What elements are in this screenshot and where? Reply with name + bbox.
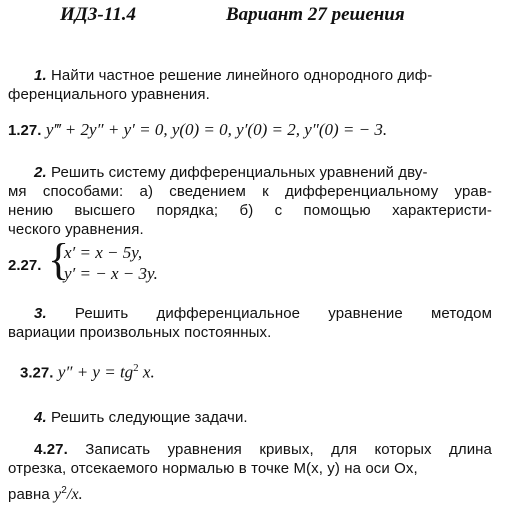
task2-eq1: x′ = x − 5y, (64, 243, 143, 262)
task2-text-line2: мя способами: а) сведением к дифференциальному урав- (8, 183, 492, 200)
task2-heading-line1 (34, 163, 428, 182)
task3-equation-lhs: y″ + y = tg (57, 362, 134, 382)
task2-text-line4: ческого уравнения. (8, 221, 144, 238)
task1-label: 1.27. (8, 122, 42, 139)
task4-line4 (8, 481, 83, 504)
task1-equation: y‴ + 2y″ + y′ = 0, y(0) = 0, y′(0) = 2, y″(0) = − 3. (45, 120, 388, 139)
task1-text-line1: Найти частное решение линейного однородного диф- (51, 67, 433, 84)
system-brace: { (48, 235, 70, 284)
task4-text-line1: Решить следующие задачи. (51, 409, 248, 426)
task2-text-line3: нению высшего порядка; б) с помощью характеристи- (8, 202, 492, 219)
task1-text-line2: ференциального уравнения. (8, 86, 210, 103)
header-code: ИДЗ-11.4 (60, 4, 136, 25)
task3-equation-row (20, 362, 155, 382)
task1-heading-line1 (34, 66, 432, 85)
task3-heading-line1 (34, 304, 492, 323)
task3-equation-rhs: x. (138, 362, 155, 382)
task1-number: 1. (34, 67, 47, 84)
task4-line2 (34, 440, 492, 459)
task2-text-line1: Решить систему дифференциальных уравнений дву- (51, 164, 428, 181)
task4-text-line4a: равна (8, 486, 55, 503)
task4-text-line2: Записать уравнения кривых, для которых длина (85, 441, 492, 458)
task2-number: 2. (34, 164, 47, 181)
task4-text-line4b: y (54, 486, 62, 503)
task1-equation-row (8, 120, 387, 140)
task4-label: 4.27. (34, 441, 68, 458)
task4-text-line4d: /x. (66, 486, 83, 503)
task4-text-line4c: 2 (61, 485, 67, 496)
task4-text-line3: отрезка, отсекаемого нормалью в точке M(x, y) на оси Ox, (8, 460, 418, 477)
task3-label: 3.27. (20, 364, 54, 382)
task2-eq2: y′ = − x − 3y. (64, 264, 158, 283)
task3-text-line2: вариации произвольных постоянных. (8, 324, 272, 341)
task3-number: 3. (34, 305, 47, 322)
task4-number: 4. (34, 409, 47, 426)
task4-heading (34, 408, 248, 427)
task2-label: 2.27. (8, 257, 42, 274)
task3-equation-exp: 2 (133, 362, 139, 374)
header-variant: Вариант 27 решения (226, 4, 405, 25)
task3-text-line1: Решить дифференциальное уравнение методом (74, 305, 492, 322)
